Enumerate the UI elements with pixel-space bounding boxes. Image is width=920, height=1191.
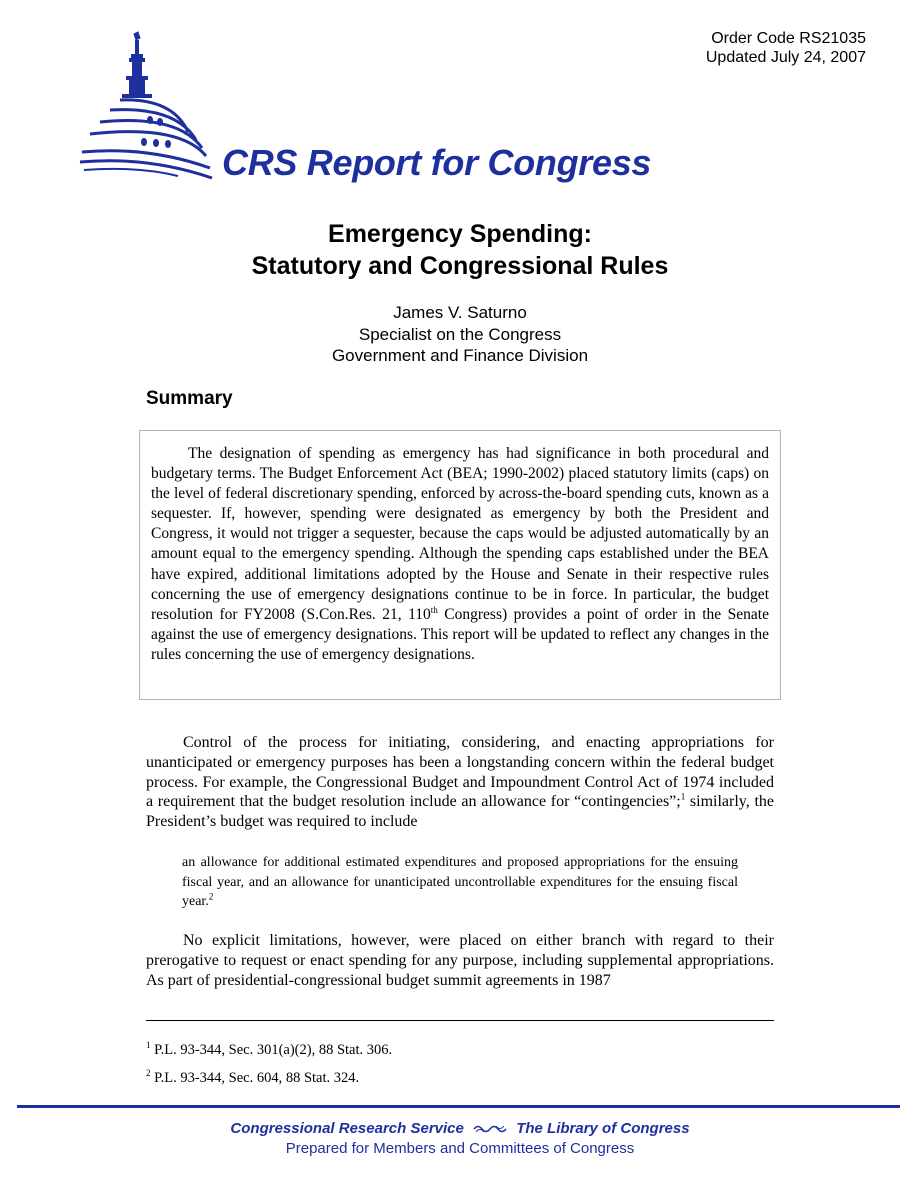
footer-prepared: Prepared for Members and Committees of Congress bbox=[285, 1140, 635, 1157]
block-quote bbox=[182, 853, 738, 912]
body-paragraph-2-text: No explicit limitations, however, were placed on either branch with regard to their prerogative to request or enact spending for any purpose, including supplemental appropriations. As part of presidential-congressional budget summit agreements in 1987 bbox=[146, 932, 774, 989]
summary-superscript: th bbox=[430, 604, 438, 615]
footnote-text: P.L. 93-344, Sec. 604, 88 Stat. 324. bbox=[154, 1070, 360, 1086]
title-line-1: Emergency Spending: bbox=[328, 220, 592, 248]
summary-paragraph bbox=[151, 444, 769, 665]
footer-divider bbox=[17, 1105, 900, 1108]
summary-heading: Summary bbox=[146, 388, 233, 409]
footer-loc: The Library of Congress bbox=[516, 1120, 690, 1137]
footer-publisher bbox=[0, 1120, 920, 1137]
footnote-number: 2 bbox=[146, 1068, 151, 1079]
capitol-dome-icon bbox=[78, 28, 218, 188]
author-name: James V. Saturno bbox=[393, 303, 527, 322]
summary-box bbox=[139, 430, 781, 700]
author-division: Government and Finance Division bbox=[331, 346, 589, 365]
footnote-2 bbox=[146, 1069, 766, 1087]
footnote-1 bbox=[146, 1041, 766, 1059]
quote-text: an allowance for additional estimated expenditures and proposed appropriations for the ensuing fiscal year, and an allowance for unanticipated uncontrollable expenditures for the ensuing fiscal year. bbox=[182, 855, 738, 909]
footer-crs: Congressional Research Service bbox=[230, 1120, 464, 1137]
ornament-icon bbox=[472, 1123, 508, 1135]
footnote-text: P.L. 93-344, Sec. 301(a)(2), 88 Stat. 306. bbox=[154, 1042, 393, 1058]
author-block bbox=[0, 302, 920, 367]
footnote-ref-2[interactable]: 2 bbox=[208, 891, 214, 902]
report-title bbox=[0, 218, 920, 282]
body-paragraph-1-text bbox=[146, 733, 774, 832]
updated-date: Updated July 24, 2007 bbox=[705, 49, 866, 66]
body-p1-text-1: Control of the process for initiating, considering, and enacting appropriations for unanticipated or emergency purposes has been a longstanding concern within the federal budget process. For example, the Congressional Budget and Impoundment Control Act of 1974 included a requirement that the budget resolution include an allowance for “contingencies”; bbox=[146, 734, 774, 811]
masthead-title: CRS Report for Congress bbox=[222, 142, 652, 183]
summary-text-1: The designation of spending as emergency has had significance in both procedural and budgetary terms. The Budget Enforcement Act (BEA; 1990-2002) placed statutory limits (caps) on the level of federal discretionary spending, enforced by across-the-board spending cuts, known as a sequester. If, however, spending were designated as emergency by both the President and Congress, it would not trigger a sequester, because the caps would be adjusted automatically by an amount equal to the emergency spending. Although the spending caps established under the BEA have expired, additional limitations adopted by the House and Senate in their respective rules concerning the use of emergency designations continue to be in force. In particular, the budget resolution for FY2008 (S.Con.Res. 21, 110 bbox=[151, 445, 769, 623]
body-p1-text-2: similarly, the President’s budget was required to include bbox=[146, 793, 775, 831]
author-title: Specialist on the Congress bbox=[358, 324, 562, 344]
order-code-block bbox=[566, 29, 866, 67]
title-line-2: Statutory and Congressional Rules bbox=[251, 252, 669, 280]
footnote-number: 1 bbox=[146, 1040, 151, 1051]
footnote-divider bbox=[146, 1020, 774, 1021]
body-paragraph-2 bbox=[146, 931, 774, 990]
footnote-ref-1[interactable]: 1 bbox=[680, 792, 686, 803]
order-code: Order Code RS21035 bbox=[711, 30, 866, 47]
summary-text-2: Congress) provides a point of order in the Senate against the use of emergency designations. This report will be updated to reflect any changes in the rules concerning the use of emergency designations. bbox=[151, 605, 769, 663]
body-paragraph-1 bbox=[146, 733, 774, 832]
